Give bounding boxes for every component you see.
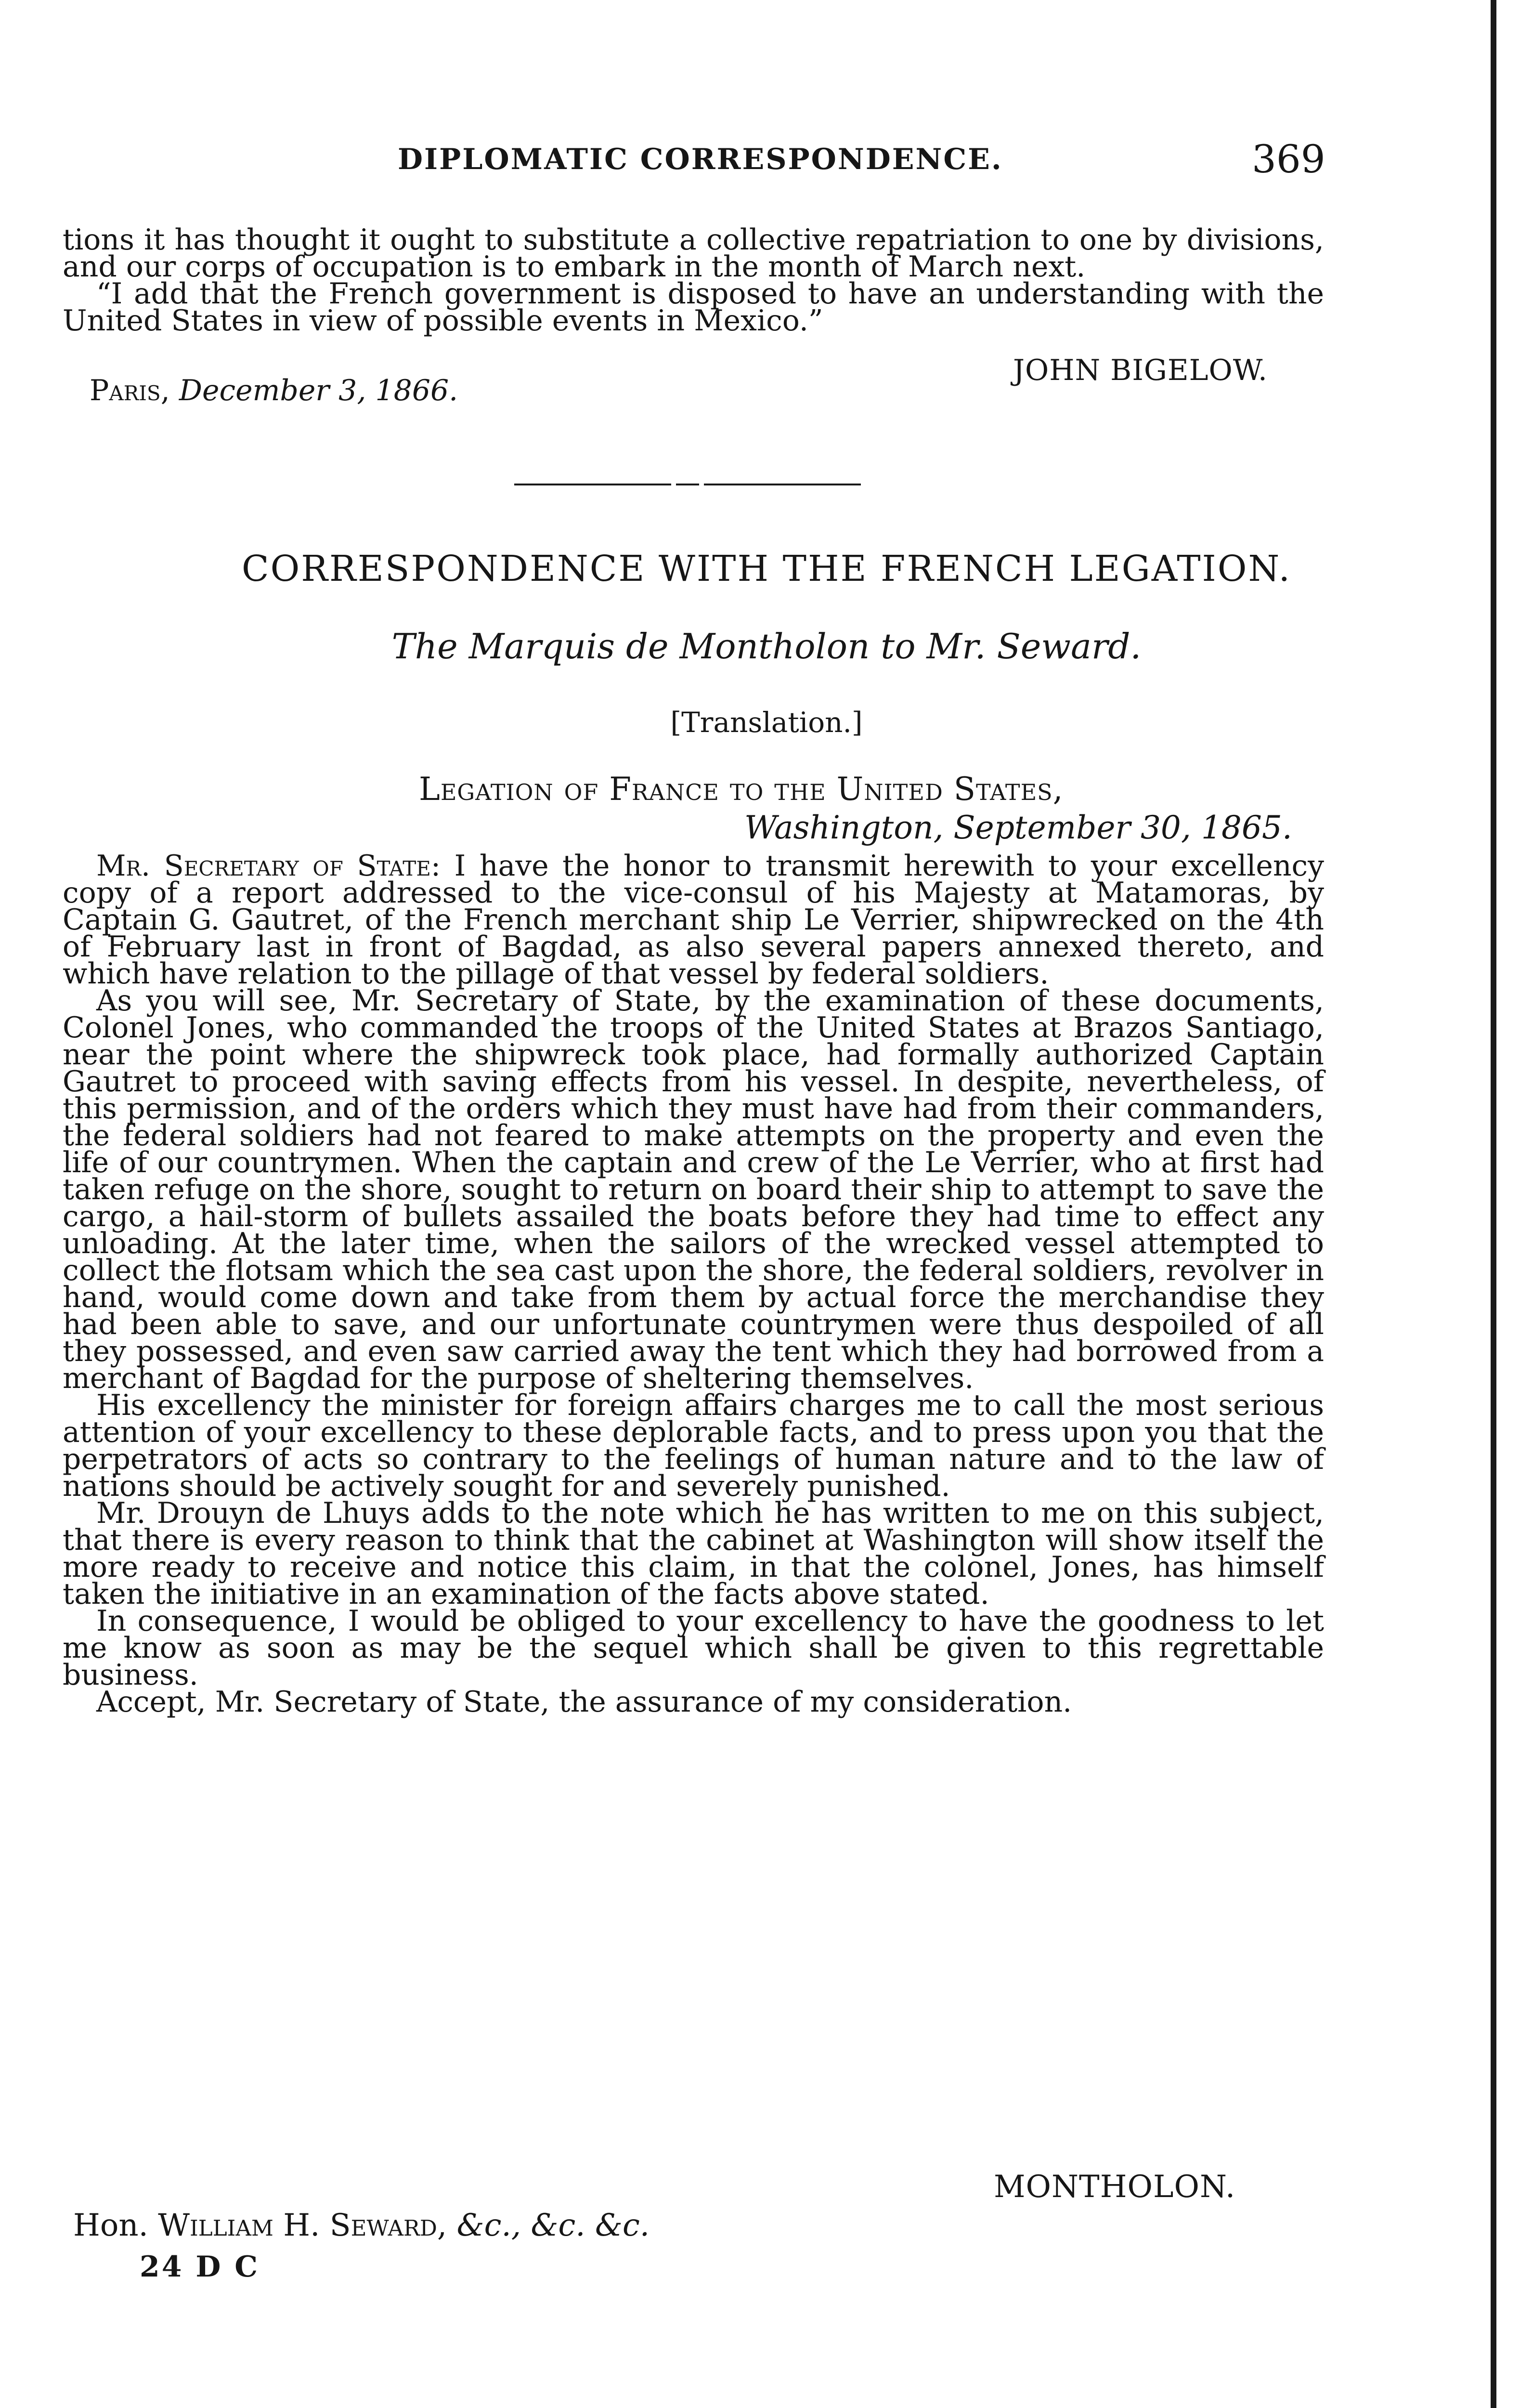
previous-letter-text [63, 223, 1324, 338]
previous-letter-dateline [90, 374, 458, 407]
addressee-etc: &c., &c. &c. [456, 2208, 650, 2243]
page-number: 369 [1252, 137, 1325, 182]
printer-signature-mark: 24 D C [140, 2250, 260, 2284]
letter-paragraph: His excellency the minister for foreign affairs charges me to call the most serious attention of your excellency to these deplorable facts, and to press upon you that the perpetrators of acts so contrary to the feelings of human nature and to the law of nations should be actively sought for and severely punished. [63, 1388, 1324, 1503]
legation-dateline [744, 809, 1292, 846]
addressee-prefix: Hon. [73, 2208, 148, 2243]
page-edge-rule [1491, 0, 1496, 2408]
letter-signature: MONTHOLON. [994, 2169, 1236, 2205]
dateline-place: Paris [90, 374, 161, 407]
previous-letter-paragraph: tions it has thought it ought to substitute a collective repatriation to one by divisions, and our corps of occupation is to embark in the month of March next. [63, 223, 1324, 284]
section-divider [514, 484, 671, 485]
legation-place: Washington, [744, 809, 944, 846]
letter-paragraph-text: I have the honor to transmit herewith to your excellency copy of a report addressed to the vice-consul of his Majesty at Matamoras, by Captain G. Gautret, of the French merchant ship Le Verrier, shipwrecked on the 4th of February last in front of Bagdad, as also several papers annexed thereto, and which have relation to the pillage of that vessel by federal soldiers. [63, 849, 1325, 991]
translation-note: [Translation.] [670, 706, 863, 739]
section-divider [704, 484, 861, 485]
section-divider [676, 484, 699, 485]
letter-paragraph [63, 849, 1325, 991]
letter-paragraph: In consequence, I would be obliged to your excellency to have the goodness to let me know as soon as may be the sequel which shall be given to this regrettable business. [63, 1604, 1324, 1692]
running-title: DIPLOMATIC CORRESPONDENCE. [398, 143, 1003, 176]
legation-line: Legation of France to the United States, [419, 771, 1064, 808]
letter-title: The Marquis de Montholon to Mr. Seward. [391, 626, 1142, 667]
legation-date: September 30, 1865. [953, 809, 1292, 846]
letter-paragraph: Mr. Drouyn de Lhuys adds to the note which he has written to me on this subject, that there is every reason to think that the cabinet at Washington will show itself the more ready to receive and notice this claim, in that the colonel, Jones, has himself taken the initiative in an examination of the facts above stated. [63, 1496, 1324, 1611]
salutation: Mr. Secretary of State: [96, 849, 441, 883]
letter-paragraph: As you will see, Mr. Secretary of State, by the examination of these documents, Colonel Jones, who commanded the troops of the United States at Brazos Santiago, near the point where the shipwreck took place, had formally authorized Captain Gautret to proceed with saving effects from his vessel. In despite, nevertheless, of this permission, and of the orders which they must have had from their commanders, the federal soldiers had not feared to make attempts on the property and even the life of our countrymen. When the captain and crew of the Le Verrier, who at first had taken refuge on the shore, sought to return on board their ship to attempt to save the cargo, a hail-storm of bullets assailed the boats before they had time to effect any unloading. At the later time, when the sailors of the wrecked vessel attempted to collect the flotsam which the sea cast upon the shore, the federal soldiers, revolver in hand, would come down and take from them by actual force the merchandise they had been able to save, and our unfortunate countrymen were thus despoiled of all they possessed, and even saw carried away the tent which they had borrowed from a merchant of Bagdad for the purpose of sheltering themselves. [63, 984, 1324, 1395]
previous-letter-paragraph: “I add that the French government is disposed to have an understanding with the United States in view of possible events in Mexico.” [63, 277, 1324, 338]
dateline-comma: , [160, 374, 179, 407]
letter-body [63, 849, 1325, 1719]
letter-paragraph: Accept, Mr. Secretary of State, the assurance of my consideration. [96, 1685, 1072, 1719]
previous-letter-signature: JOHN BIGELOW. [1013, 353, 1268, 387]
addressee-name: William H. Seward, [158, 2208, 447, 2243]
section-heading: CORRESPONDENCE WITH THE FRENCH LEGATION. [241, 548, 1291, 589]
running-head [0, 137, 1533, 182]
dateline-date: December 3, 1866. [179, 374, 458, 407]
addressee [73, 2208, 650, 2243]
